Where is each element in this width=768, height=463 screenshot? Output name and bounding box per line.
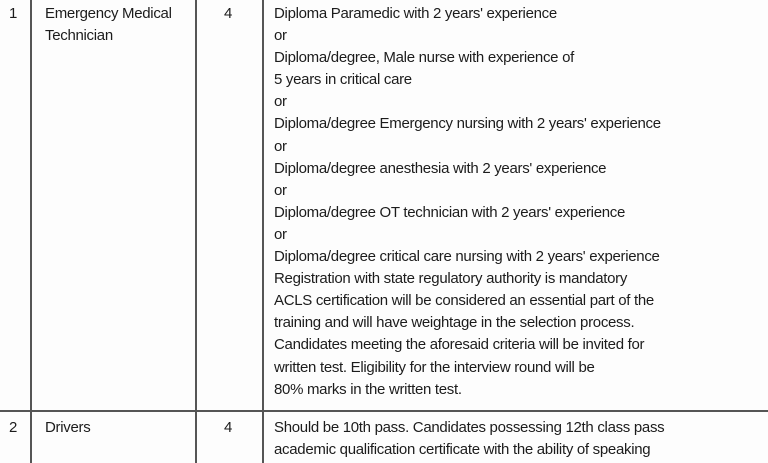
column-divider — [195, 0, 197, 463]
qualification-line: or — [274, 181, 287, 199]
post-name: Drivers — [45, 419, 91, 436]
qualification-line: Diploma/degree critical care nursing with 2 years' experience — [274, 248, 660, 266]
qualification-line: training and will have weightage in the selection process. — [274, 314, 635, 332]
post-count: 4 — [224, 5, 233, 22]
qualification — [274, 3, 661, 401]
qualification-line: Diploma/degree anesthesia with 2 years' experience — [274, 159, 607, 177]
qualification-line: Candidates meeting the aforesaid criteria will be invited for — [274, 336, 645, 354]
qualification-line: or — [274, 93, 287, 111]
serial-number: 1 — [9, 5, 18, 22]
qualification-line: academic qualification certificate with the ability of speaking — [274, 441, 651, 459]
column-divider — [262, 0, 264, 463]
post-count: 4 — [224, 419, 233, 436]
qualification-line: Diploma Paramedic with 2 years' experience — [274, 5, 557, 22]
qualification-line: or — [274, 27, 287, 45]
qualification-line: or — [274, 225, 287, 243]
column-divider — [30, 0, 32, 463]
serial-number: 2 — [9, 419, 18, 436]
qualification-line: Should be 10th pass. Candidates possessing 12th class pass — [274, 419, 665, 436]
row-divider — [0, 410, 768, 412]
qualification-line: ACLS certification will be considered an essential part of the — [274, 292, 654, 310]
qualification-line: Diploma/degree OT technician with 2 years' experience — [274, 203, 626, 221]
qualification-line: 5 years in critical care — [274, 71, 412, 89]
qualification-line: Diploma/degree, Male nurse with experience of — [274, 49, 574, 67]
post-name-line: Technician — [45, 27, 113, 45]
qualification-line: written test. Eligibility for the interview round will be — [274, 358, 595, 376]
post-name-line: Emergency Medical — [45, 5, 172, 22]
qualification — [274, 417, 664, 461]
qualification-line: or — [274, 137, 287, 155]
qualification-line: 80% marks in the written test. — [274, 380, 462, 398]
qualification-line: Registration with state regulatory authority is mandatory — [274, 270, 628, 288]
qualification-line: Diploma/degree Emergency nursing with 2 years' experience — [274, 115, 661, 133]
post-name — [45, 3, 172, 47]
